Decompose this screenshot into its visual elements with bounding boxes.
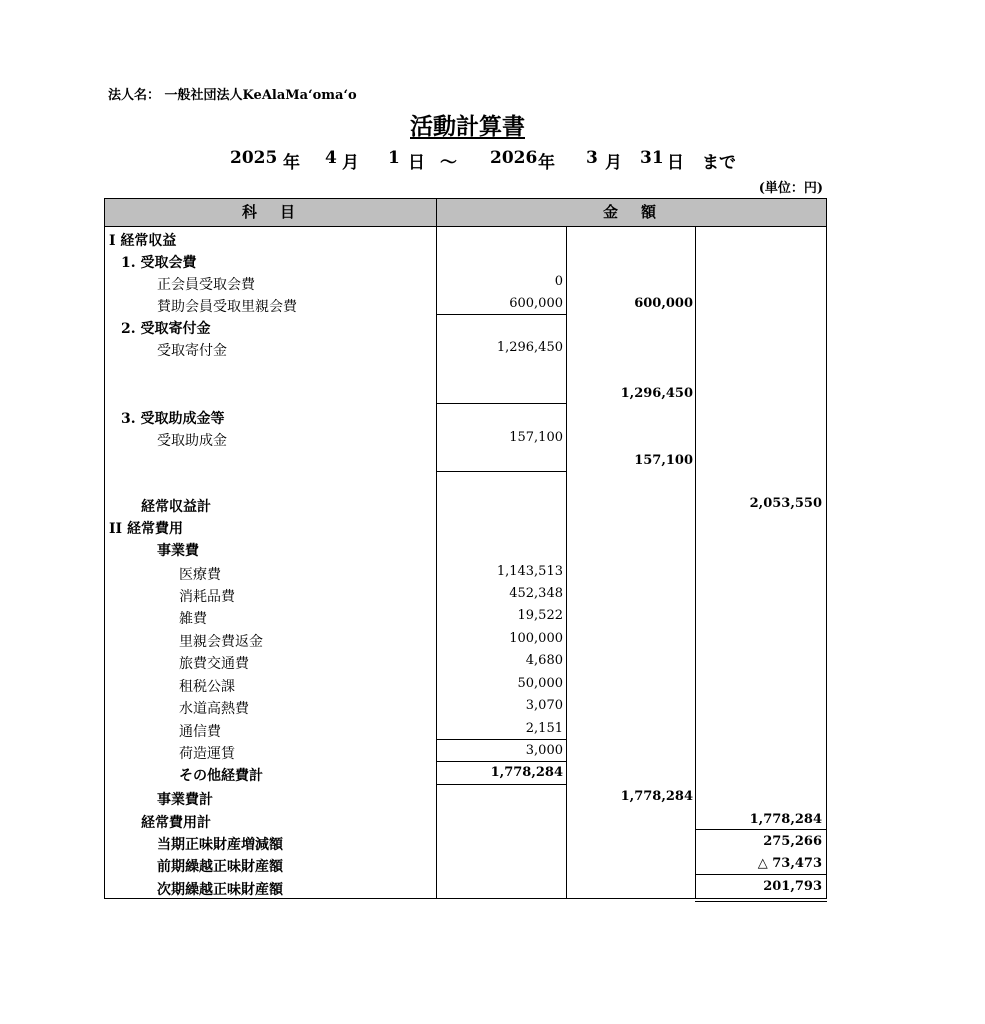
period-month-suffix-2: 月	[605, 153, 622, 173]
unit-label: (単位：円)	[758, 181, 823, 196]
period-year-suffix-2: 年	[538, 153, 555, 173]
table-row	[105, 762, 826, 784]
subtotal-rule	[436, 471, 566, 472]
period-until: まで	[702, 153, 736, 173]
row-label: 当期正味財産増減額	[157, 837, 283, 853]
corporation-name: 一般社団法人KeAlaMa‘oma‘o	[164, 88, 357, 103]
statement-table	[104, 198, 827, 899]
table-row	[105, 515, 826, 537]
row-label: 事業費	[157, 543, 199, 559]
header-subject: 科 目	[241, 203, 299, 221]
row-label: その他経費計	[179, 768, 263, 784]
amount-col3: 201,793	[763, 879, 822, 894]
amount-col1: 600,000	[509, 296, 563, 311]
table-row	[105, 227, 826, 249]
amount-col2: 1,296,450	[620, 386, 693, 401]
table-row	[105, 718, 826, 740]
amount-col3: 275,266	[763, 834, 822, 849]
row-label: 租税公課	[179, 679, 235, 695]
period-end-year: 2026	[490, 148, 538, 168]
amount-col1: 1,778,284	[490, 765, 563, 780]
amount-col1: 19,522	[517, 608, 563, 623]
row-label: 事業費計	[157, 792, 213, 808]
row-label: 1. 受取会費	[121, 255, 197, 271]
period-month-suffix: 月	[342, 153, 359, 173]
row-label: 正会員受取会費	[157, 277, 255, 293]
period-start-year: 2025	[230, 148, 278, 168]
subtotal-rule	[695, 829, 826, 830]
row-label: 水道高熱費	[179, 701, 249, 717]
amount-col3: △ 73,473	[757, 856, 822, 871]
row-label: 医療費	[179, 567, 221, 583]
amount-col2: 157,100	[634, 453, 693, 468]
table-row	[105, 740, 826, 762]
amount-col1: 157,100	[509, 430, 563, 445]
table-row	[105, 628, 826, 650]
row-label: 雑費	[179, 611, 207, 627]
amount-col1: 0	[554, 274, 563, 289]
table-row	[105, 853, 826, 875]
row-label: 経常収益計	[141, 499, 211, 515]
table-row	[105, 786, 826, 808]
amount-col1: 2,151	[525, 721, 563, 736]
row-label: 里親会費返金	[179, 634, 263, 650]
table-row	[105, 427, 826, 449]
row-label: 2. 受取寄付金	[121, 321, 211, 337]
table-row	[105, 650, 826, 672]
row-label: 賛助会員受取里親会費	[157, 299, 297, 315]
table-row	[105, 695, 826, 717]
period-day-suffix-2: 日	[667, 153, 684, 173]
table-row	[105, 271, 826, 293]
table-header	[105, 199, 826, 227]
row-label: 経常費用計	[141, 815, 211, 831]
table-row	[105, 831, 826, 853]
table-row	[105, 583, 826, 605]
row-label: 消耗品費	[179, 589, 235, 605]
table-row	[105, 249, 826, 271]
amount-col2: 1,778,284	[620, 789, 693, 804]
amount-col3: 2,053,550	[749, 496, 822, 511]
table-row	[105, 405, 826, 427]
double-rule	[695, 901, 827, 902]
amount-col1: 1,296,450	[496, 340, 563, 355]
table-row	[105, 876, 826, 898]
row-label: 前期繰越正味財産額	[157, 859, 283, 875]
corporation-label: 法人名：	[108, 88, 161, 103]
row-label: 通信費	[179, 724, 221, 740]
row-label: 3. 受取助成金等	[121, 411, 225, 427]
period-start-month: 4	[325, 148, 337, 168]
amount-col1: 3,000	[525, 743, 563, 758]
amount-col1: 3,070	[525, 698, 563, 713]
row-label: 旅費交通費	[179, 656, 249, 672]
period-tilde: ～	[440, 153, 457, 173]
header-amount: 金 額	[602, 203, 660, 221]
period-day-suffix: 日	[408, 153, 425, 173]
corporation-line	[108, 84, 357, 103]
table-row	[105, 337, 826, 359]
amount-col1: 100,000	[509, 631, 563, 646]
table-row	[105, 315, 826, 337]
row-label: 荷造運賃	[179, 746, 235, 762]
table-row	[105, 450, 826, 472]
document-title: 活動計算書	[410, 113, 525, 140]
period-start-day: 1	[388, 148, 400, 168]
table-row	[105, 383, 826, 405]
amount-col2: 600,000	[634, 296, 693, 311]
row-label: 受取寄付金	[157, 343, 227, 359]
period-end-month: 3	[586, 148, 598, 168]
row-label: II 経常費用	[109, 521, 183, 537]
amount-col1: 4,680	[525, 653, 563, 668]
row-label: 次期繰越正味財産額	[157, 882, 283, 898]
row-label: I 経常収益	[109, 233, 177, 249]
subtotal-rule	[695, 874, 826, 875]
table-row	[105, 293, 826, 315]
period-year-suffix: 年	[283, 153, 300, 173]
period-end-day: 31	[640, 148, 664, 168]
table-row	[105, 673, 826, 695]
row-label: 受取助成金	[157, 433, 227, 449]
amount-col3: 1,778,284	[749, 812, 822, 827]
amount-col1: 452,348	[509, 586, 563, 601]
table-row	[105, 561, 826, 583]
table-row	[105, 809, 826, 831]
table-row	[105, 537, 826, 559]
table-row	[105, 493, 826, 515]
amount-col1: 50,000	[517, 676, 563, 691]
table-row	[105, 605, 826, 627]
subtotal-rule	[436, 784, 566, 785]
subtotal-rule	[436, 403, 566, 404]
amount-col1: 1,143,513	[496, 564, 563, 579]
